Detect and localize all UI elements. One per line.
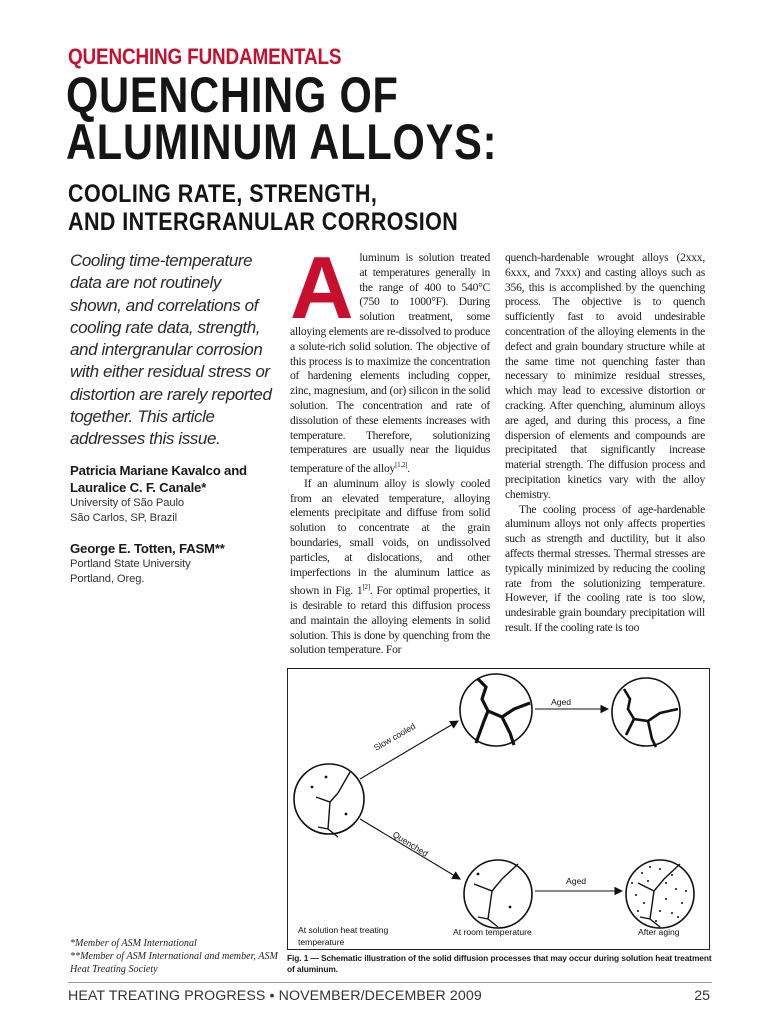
footer-rule (68, 982, 712, 983)
paragraph-1-text: luminum is solution treated at temperatures generally in the range of 400 to 540°C (750 to 1000°F). During solution treatment, some alloying elements are re-dissolved to produce a solute-rich solid solution. The objective of this process is to maximize the concentration of hardening elements including copper, zinc, magnesium, and (or) silicon in the solid solution. The concentration and rate of dissolution of these elements increases with temperature. Therefore, solutionizing temperatures are usually near the liquidus temperature of the alloy (290, 251, 490, 476)
title-line-2: ALUMINUM ALLOYS: (66, 114, 498, 170)
label-aged-top: Aged (551, 697, 572, 707)
grain-room-temperature (464, 860, 532, 928)
subtitle-line-1: COOLING RATE, STRENGTH, (68, 180, 378, 208)
figure-caption: Fig. 1 — Schematic illustration of the solid diffusion processes that may occur during solution heat treatment of aluminum. (287, 953, 712, 974)
author-names-2: George E. Totten, FASM** (70, 541, 225, 556)
affiliation-1-line-2: São Carlos, SP, Brazil (70, 512, 178, 524)
section-kicker: QUENCHING FUNDAMENTALS (68, 44, 342, 69)
label-quenched: Quenched (390, 829, 430, 859)
footnotes (70, 937, 280, 977)
article-title (66, 67, 647, 170)
label-solution-line-2: temperature (298, 937, 345, 947)
footer-publication: HEAT TREATING PROGRESS • NOVEMBER/DECEMBER 2009 (68, 988, 482, 1004)
reference-2: [2] (362, 583, 370, 592)
label-after-aging: After aging (638, 927, 680, 937)
paragraph-4: The cooling process of age-hardenable aluminum alloys not only affects properties such as strength and ductility, but it also affects thermal stresses. Thermal stresses are typically minimized by reducing the cooling rate from the solutionizing temperature. However, if the cooling rate is too slow, undesirable grain boundary precipitation will result. If the cooling rate is too (505, 502, 705, 634)
grain-slow-cooled (460, 674, 532, 746)
reference-1-2: [1,2] (395, 461, 408, 470)
author-block (70, 462, 290, 587)
drop-cap: A (290, 238, 354, 337)
body-column-2 (505, 251, 705, 636)
affiliation-2-line-1: Portland State University (70, 558, 191, 570)
title-line-1: QUENCHING OF (66, 67, 399, 123)
grain-aged-slow (612, 678, 680, 747)
footnote-2: **Member of ASM International and member, ASM Heat Treating Society (70, 951, 278, 976)
subtitle-line-2: AND INTERGRANULAR CORROSION (68, 208, 459, 236)
paragraph-2-end: . For optimal properties, it is desirable to retard this diffusion process and maintain the alloying elements in solid solution. This is done by quenching from the solution temperature. For (290, 584, 490, 657)
author-names-1: Patricia Mariane Kavalco and Lauralice C. F. Canale* (70, 463, 247, 495)
abstract: Cooling time-temperature data are not routinely shown, and correlations of cooling rate data, strength, and intergranular corrosion with either residual stress or distortion are rarely reported together. This article addresses this issue. (70, 251, 272, 449)
label-slow-cooled: Slow cooled (372, 720, 418, 753)
diffusion-schematic (288, 669, 709, 949)
footnote-1: *Member of ASM International (70, 938, 197, 949)
paragraph-3: quench-hardenable wrought alloys (2xxx, 6xxx, and 7xxx) and casting alloys such as 356, this is accomplished by the quenching process. The objective is to quench sufficiently fast to avoid undesirable concentration of the alloying elements in the defect and grain boundary structure while at the same time not quenching faster than necessary to minimize residual stresses, which may lead to excessive distortion or cracking. After quenching, aluminum alloys are aged, and during this process, a fine dispersion of elements and compounds are precipitated that significantly increase material strength. The diffusion process and precipitation kinetics vary with the alloy chemistry. (505, 251, 705, 501)
affiliation-1-line-1: University of São Paulo (70, 497, 184, 509)
page-number: 25 (694, 988, 710, 1004)
affiliation-2-line-2: Portland, Oreg. (70, 573, 145, 585)
body-column-1 (290, 238, 490, 658)
grain-solution (294, 764, 364, 837)
paragraph-1-end: . (407, 462, 410, 476)
grain-after-aging (626, 860, 694, 928)
article-subtitle (68, 180, 670, 236)
label-solution-line-1: At solution heat treating (298, 925, 389, 935)
paragraph-2 (290, 477, 490, 658)
label-aged-bottom: Aged (566, 876, 587, 886)
label-room-temperature: At room temperature (453, 927, 532, 937)
paragraph-1 (290, 238, 490, 477)
figure-1 (287, 668, 710, 950)
paragraph-2-text: If an aluminum alloy is slowly cooled from an elevated temperature, alloying elements precipitate and diffuse from solid solution to concentrate at the grain boundaries, small voids, on undissolved particles, at dislocations, and other imperfections in the aluminum lattice as shown in Fig. 1 (290, 476, 490, 598)
